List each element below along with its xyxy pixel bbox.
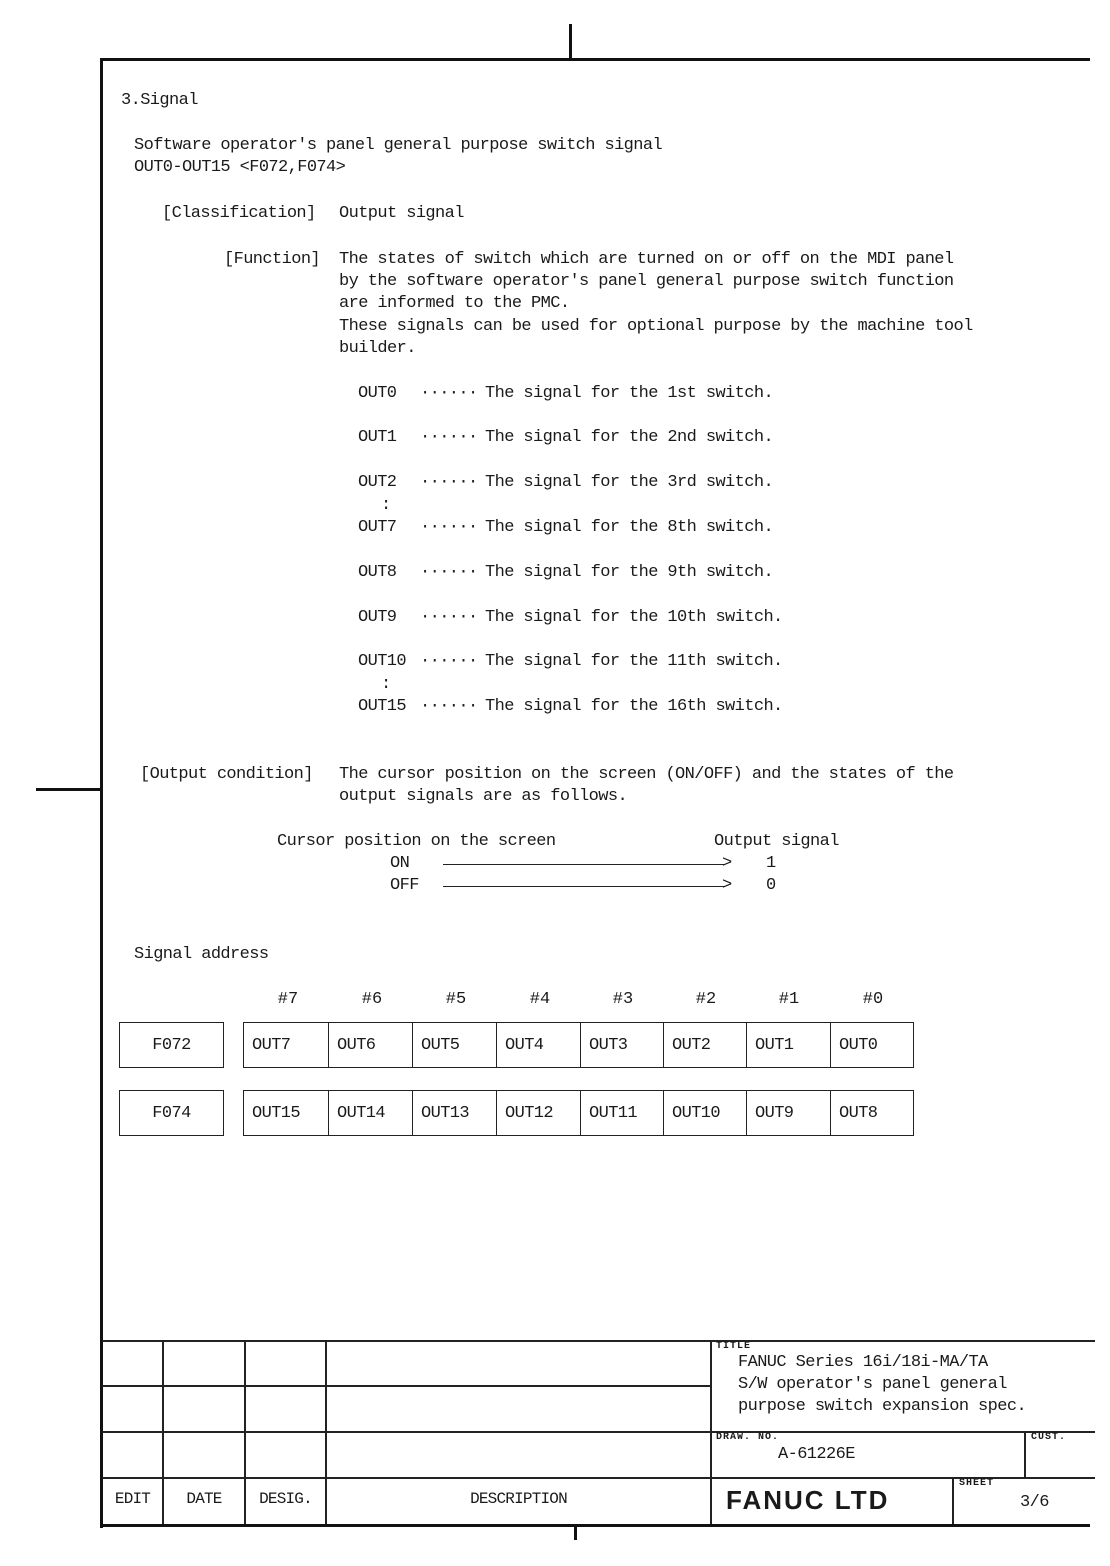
bit-header: #4 [529, 990, 551, 1009]
bit-header: #7 [277, 990, 299, 1009]
cursor-position-header: Cursor position on the screen [277, 832, 556, 851]
title-line: S/W operator's panel general [738, 1375, 1007, 1394]
bit-cell: OUT10 [663, 1091, 746, 1135]
list-item [358, 384, 858, 404]
bit-cell: OUT13 [412, 1091, 496, 1135]
signal-id: OUT10 [358, 652, 407, 671]
center-mark-bottom [574, 1526, 577, 1540]
signal-description: The signal for the 9th switch. [485, 563, 774, 582]
function-line: by the software operator's panel general purpose switch function [339, 272, 954, 291]
bit-cell: OUT2 [663, 1023, 746, 1067]
signal-id: OUT7 [358, 518, 397, 537]
title-label: TITLE [716, 1341, 752, 1352]
state-off: OFF [390, 876, 419, 895]
bit-cell: OUT14 [328, 1091, 412, 1135]
header-description: DESCRIPTION [470, 1490, 567, 1508]
leader-dots: ······ [420, 384, 478, 403]
header-date: DATE [186, 1490, 222, 1508]
function-line: These signals can be used for optional purpose by the machine tool [339, 317, 973, 336]
arrow-head-icon: > [722, 876, 733, 895]
header-desig: DESIG. [259, 1490, 312, 1508]
signal-id: OUT9 [358, 608, 397, 627]
leader-dots: ······ [420, 563, 478, 582]
output-condition-line: The cursor position on the screen (ON/OFF) and the states of the [339, 765, 954, 784]
function-line: The states of switch which are turned on or off on the MDI panel [339, 250, 954, 269]
center-mark-left [36, 788, 102, 791]
list-item [358, 518, 858, 538]
list-item [358, 652, 858, 672]
bit-header: #6 [361, 990, 383, 1009]
address-box-f074 [119, 1090, 224, 1136]
bit-cell: OUT0 [830, 1023, 914, 1067]
column-divider [710, 1341, 712, 1524]
function-line: are informed to the PMC. [339, 294, 570, 313]
classification-label: [Classification] [162, 204, 316, 223]
revision-row-line [102, 1477, 1095, 1479]
bit-cell: OUT9 [746, 1091, 830, 1135]
continuation-mark: : [381, 675, 392, 694]
signal-description: The signal for the 11th switch. [485, 652, 783, 671]
frame-left-border [100, 58, 103, 1528]
signal-description: The signal for the 2nd switch. [485, 428, 774, 447]
bit-header: #5 [445, 990, 467, 1009]
signal-address-title: Signal address [134, 945, 269, 964]
arrow-head-icon: > [722, 854, 733, 873]
function-line: builder. [339, 339, 416, 358]
address-label: F074 [152, 1103, 191, 1123]
leader-dots: ······ [420, 473, 478, 492]
company-logo: FANUC LTD [726, 1485, 890, 1515]
title-line: FANUC Series 16i/18i-MA/TA [738, 1353, 988, 1372]
signal-id: OUT8 [358, 563, 397, 582]
signal-description: The signal for the 8th switch. [485, 518, 774, 537]
signal-name: Software operator's panel general purpose switch signal [134, 136, 663, 155]
title-block-top-line [102, 1340, 1095, 1342]
bit-header: #2 [695, 990, 717, 1009]
bit-header: #3 [612, 990, 634, 1009]
cust-label: CUST. [1031, 1432, 1067, 1443]
sheet-label: SHEET [959, 1478, 995, 1489]
bit-cell: OUT5 [412, 1023, 496, 1067]
output-condition-line: output signals are as follows. [339, 787, 628, 806]
leader-dots: ······ [420, 428, 478, 447]
bit-cell: OUT8 [830, 1091, 914, 1135]
signal-id: OUT1 [358, 428, 397, 447]
list-item [358, 428, 858, 448]
draw-no-value: A-61226E [778, 1445, 855, 1464]
bit-cell: OUT3 [580, 1023, 663, 1067]
classification-value: Output signal [339, 204, 464, 223]
bit-cell: OUT6 [328, 1023, 412, 1067]
signal-description: The signal for the 1st switch. [485, 384, 774, 403]
leader-dots: ······ [420, 697, 478, 716]
bit-header: #1 [778, 990, 800, 1009]
leader-dots: ······ [420, 608, 478, 627]
frame-bottom-border [100, 1524, 1090, 1527]
signal-description: The signal for the 3rd switch. [485, 473, 774, 492]
draw-no-label: DRAW. NO. [716, 1432, 780, 1443]
address-label: F072 [152, 1035, 191, 1055]
sheet-value: 3/6 [1020, 1493, 1049, 1512]
output-signal-header: Output signal [714, 832, 839, 851]
address-box-f072 [119, 1022, 224, 1068]
continuation-mark: : [381, 496, 392, 515]
list-item [358, 473, 858, 493]
leader-dots: ······ [420, 652, 478, 671]
arrow-line [443, 864, 725, 865]
output-value: 1 [766, 854, 776, 873]
arrow-line [443, 886, 725, 887]
bit-cell: OUT7 [252, 1035, 291, 1055]
bit-cell: OUT1 [746, 1023, 830, 1067]
list-item [358, 563, 858, 583]
function-label: [Function] [224, 250, 321, 269]
revision-row-line [102, 1431, 1095, 1433]
bit-row-f074 [243, 1090, 914, 1136]
signal-id: OUT0 [358, 384, 397, 403]
signal-description: The signal for the 10th switch. [485, 608, 783, 627]
frame-top-border [100, 58, 1090, 61]
signal-id: OUT2 [358, 473, 397, 492]
revision-row-line [102, 1385, 710, 1387]
bit-cell: OUT11 [580, 1091, 663, 1135]
bit-row-f072 [243, 1022, 914, 1068]
header-edit: EDIT [114, 1490, 151, 1508]
output-condition-label: [Output condition] [140, 765, 313, 784]
state-on: ON [390, 854, 410, 873]
center-mark-top [569, 24, 572, 60]
bit-cell: OUT12 [496, 1091, 580, 1135]
column-divider [952, 1477, 954, 1524]
leader-dots: ······ [420, 518, 478, 537]
section-title: 3.Signal [121, 91, 198, 110]
title-line: purpose switch expansion spec. [738, 1397, 1027, 1416]
signal-symbols: OUT0-OUT15 <F072,F074> [134, 158, 346, 177]
output-value: 0 [766, 876, 776, 895]
list-item [358, 608, 858, 628]
list-item [358, 697, 858, 717]
bit-cell: OUT4 [496, 1023, 580, 1067]
column-divider [1024, 1431, 1026, 1477]
signal-id: OUT15 [358, 697, 407, 716]
bit-header: #0 [862, 990, 884, 1009]
bit-cell: OUT15 [252, 1103, 301, 1123]
signal-description: The signal for the 16th switch. [485, 697, 783, 716]
